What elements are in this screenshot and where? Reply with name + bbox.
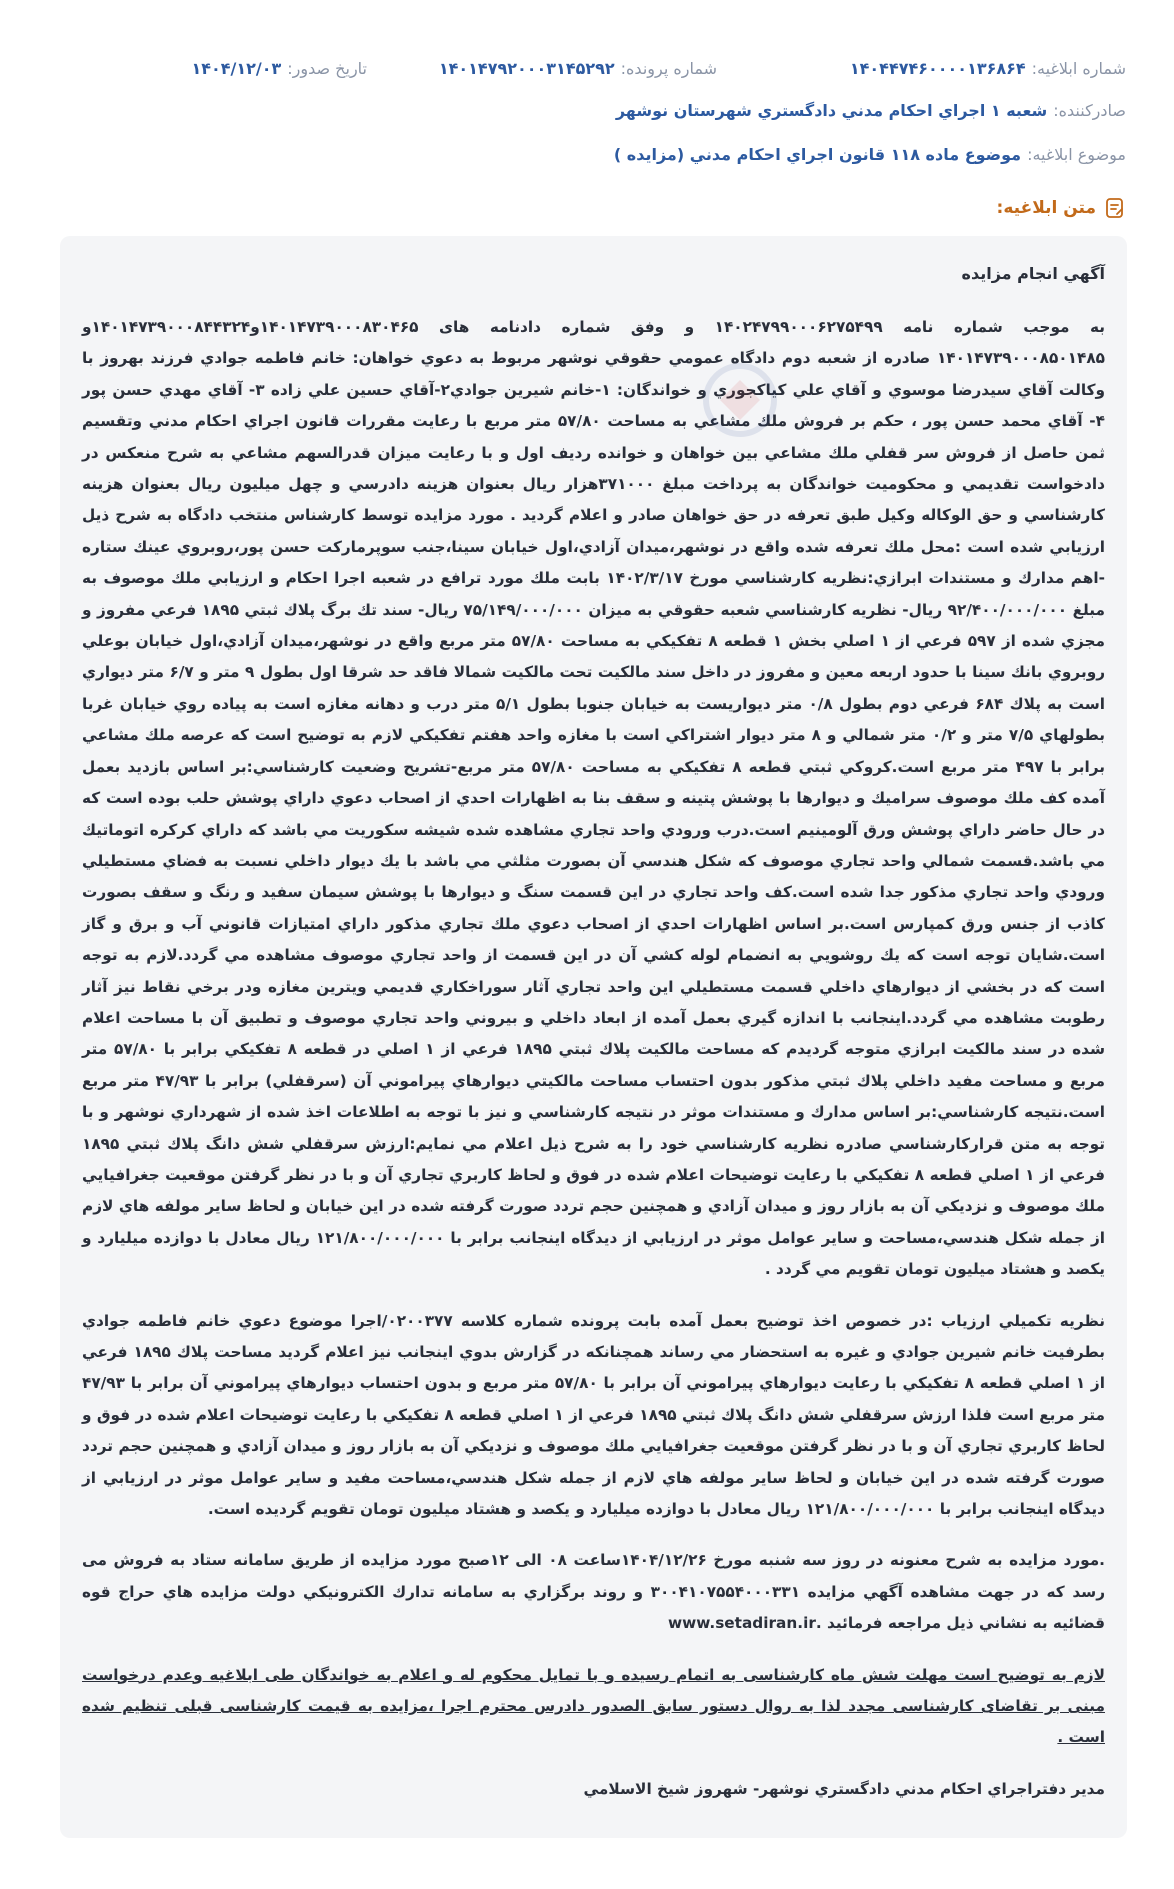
subject: موضوع ماده ۱۱۸ قانون اجراي احكام مدني (مزايده )	[613, 144, 1022, 164]
issuer-row	[48, 94, 1126, 126]
notice-number-label: شماره ابلاغیه:	[1031, 58, 1126, 78]
notice-meta-row	[48, 52, 1126, 84]
subject-label: موضوع ابلاغیه:	[1027, 144, 1126, 164]
issuer-label: صادرکننده:	[1053, 100, 1126, 120]
paragraph-note: لازم به توضیح است مهلت شش ماه کارشناسی به اتمام رسیده و با تمایل محکوم له و اعلام به خواندگان طی ابلاغیه وعدم درخواست مبنی بر تقاضای کارشناسی مجدد لذا به روال دستور سابق الصدور دادرس محترم اجرا ،مزایده به قیمت کارشناسی قبلی تنظیم شده است .	[82, 1665, 1105, 1747]
paragraph-main: به موجب شماره نامه ۱۴۰۲۴۷۹۹۰۰۰۶۲۷۵۴۹۹ و وفق شماره دادنامه های ۱۴۰۱۴۷۳۹۰۰۰۸۳۰۴۶۵و۱۴۰۱۴۷۳۹۰۰۰۸۴۴۳۲۴و ۱۴۰۱۴۷۳۹۰۰۰۸۵۰۱۴۸۵ صادره از شعبه دوم دادگاه عمومي حقوقي نوشهر مربوط به دعوي خواهان: خانم فاطمه جوادي فرزند بهروز با وكالت آقاي سيدرضا موسوي و آقاي علي كياكجوري و خواندگان: ۱-خانم شيرين جوادي۲-آقاي حسين علي زاده ۳- آقاي مهدي حسن پور ۴- آقاي محمد حسن پور ، حكم بر فروش ملك مشاعي به مساحت ۵۷/۸۰ متر مربع با رعايت مقررات قانون اجراي احكام مدني وتقسيم ثمن حاصل از فروش سر قفلي ملك مشاعي بين خواهان و خوانده رديف اول و با رعايت ميزان قدرالسهم مشاعي به شرح منعكس در دادخواست تقديمي و محكوميت خواندگان به پرداخت مبلغ ۳۷۱۰۰۰هزار ريال بعنوان هزينه دادرسي و چهل ميليون ريال بعنوان هزينه كارشناسي و حق الوكاله وكيل طبق تعرفه در حق خواهان صادر و اعلام گرديد . مورد مزايده توسط كارشناس منتخب دادگاه به شرح ذيل ارزيابي شده است :محل ملك تعرفه شده واقع در نوشهر،ميدان آزادي،اول خيابان سينا،جنب سوپرماركت حسن پور،روبروي عينك ستاره -اهم مدارك و مستندات ابرازي:نظريه كارشناسي مورخ ۱۴۰۲/۳/۱۷ بابت ملك مورد ترافع در شعبه اجرا احكام و ارزيابي ملك موصوف به مبلغ ۹۲/۴۰۰/۰۰۰/۰۰۰ ريال- نظريه كارشناسي شعبه حقوقي به ميزان ۷۵/۱۴۹/۰۰۰/۰۰۰ ريال- سند تك برگ پلاك ثبتي ۱۸۹۵ فرعي مفروز و مجزي شده از ۵۹۷ فرعي از ۱ اصلي بخش ۱ قطعه ۸ تفكيكي به مساحت ۵۷/۸۰ متر مربع واقع در نوشهر،ميدان آزادي،اول خيابان بوعلي روبروي بانك سينا با حدود اربعه معين و مفروز در داخل سند مالكيت تحت مالكيت شمالا فاقد حد شرقا اول بطول ۹ متر و ۶/۷ متر ديواري است به پلاك ۶۸۴ فرعي دوم بطول ۰/۸ متر ديواريست به خيابان جنوبا بطول ۵/۱ متر درب و دهانه مغازه است به پياده روي خيابان غربا بطولهاي ۷/۵ متر و ۰/۲ متر شمالي و ۸ متر ديوار اشتراكي است با مغازه واحد هفتم تفكيكي لازم به توضيح است كه عرصه ملك مشاعي برابر با ۴۹۷ متر مربع است.كروكي ثبتي قطعه ۸ تفكيكي به مساحت ۵۷/۸۰ متر مربع-تشريح وضعيت كارشناسي:بر اساس بازديد بعمل آمده كف ملك موصوف سراميك و ديوارها با پوشش پتينه و سقف بنا به اظهارات احدي از اصحاب دعوي داراي پوشش حلب بوده است كه در حال حاضر داراي پوشش ورق آلومينيم است.درب ورودي واحد تجاري مشاهده شده شيشه سكوريت مي باشد كه داراي كركره اتوماتيك مي باشد.قسمت شمالي واحد تجاري موصوف كه شكل هندسي آن بصورت مثلثي مي باشد با يك ديوار داخلي نسبت به فضاي مستطيلي ورودي واحد تجاري مذكور جدا شده است.كف واحد تجاري در اين قسمت سنگ و ديوارها با پوشش سيمان سفيد و رنگ و سقف بصورت كاذب از جنس ورق كمپارس است.بر اساس اظهارات احدي از اصحاب دعوي ملك تجاري مذكور داراي امتيازات قانوني آب و برق و گاز است.شايان توجه است كه يك روشويي به انضمام لوله كشي آن در اين قسمت از واحد تجاري موصوف مشاهده مي گردد.لازم به توجه است كه در بخشي از ديوارهاي داخلي قسمت مستطيلي اين واحد تجاري آثار سوراخكاري قديمي ويترين مغازه ودر برخي نقاط نيز آثار رطوبت مشاهده مي گردد.اينجانب با اندازه گيري بعمل آمده از ابعاد داخلي و بيروني واحد تجاري موصوف و تطبيق آن با مساحت اعلام شده در سند مالكيت ابرازي متوجه گرديدم كه مساحت مالكيت پلاك ثبتي ۱۸۹۵ فرعي از ۱ اصلي در قطعه ۸ تفكيكي برابر با ۵۷/۸۰ متر مربع و مساحت مفيد داخلي پلاك ثبتي مذكور بدون احتساب مساحت مالكيتي ديوارهاي پيراموني آن (سرقفلي) برابر با ۴۷/۹۳ متر مربع است.نتيجه كارشناسي:بر اساس مدارك و مستندات موثر در نتيجه كارشناسي و نيز با توجه به اطلاعات اخذ شده از شهرداري نوشهر و با توجه به متن قراركارشناسي صادره نظريه كارشناسي خود را به شرح ذيل اعلام مي نمايم:ارزش سرقفلي شش دانگ پلاك ثبتي ۱۸۹۵ فرعي از ۱ اصلي قطعه ۸ تفكيكي با رعايت توضيحات اعلام شده در فوق و لحاظ كاربري تجاري آن و با در نظر گرفتن موقعيت جغرافيايي ملك موصوف و نزديكي آن به بازار روز و ميدان آزادي و همچنين حجم تردد صورت گرفته شده در اين خيابان و لحاظ ساير مولفه هاي لازم از جمله شكل هندسي،مساحت و ساير عوامل موثر در ارزيابي از ديدگاه اينجانب برابر با ۱۲۱/۸۰۰/۰۰۰/۰۰۰ ريال معادل با دوازده ميليارد و يكصد و هشتاد ميليون تومان تقويم مي گردد .	[82, 318, 1106, 1279]
issuer: شعبه ۱ اجراي احكام مدني دادگستري شهرستان نوشهر	[615, 100, 1048, 120]
notice-text-title	[997, 197, 1126, 219]
notice-number-group	[850, 59, 1126, 78]
document-text-icon	[1104, 197, 1126, 219]
paragraph-supplementary: نظريه تكميلي ارزياب :در خصوص اخذ توضيح بعمل آمده بابت پرونده شماره كلاسه ۰۲۰۰۳۷۷/اجرا موضوع دعوي خانم فاطمه جوادي بطرفيت خانم شيرين جوادي و غيره به استحضار مي رساند همچنانكه در گزارش بدوي اينجانب نيز اعلام گرديد مساحت پلاك ۱۸۹۵ فرعي از ۱ اصلي قطعه ۸ تفكيكي با رعايت ديوارهاي پيراموني آن برابر با ۵۷/۸۰ متر مربع و بدون احتساب ديوارهاي پيراموني آن برابر با ۴۷/۹۳ متر مربع است فلذا ارزش سرقفلي شش دانگ پلاك ثبتي ۱۸۹۵ فرعي از ۱ اصلي قطعه ۸ تفكيكي با رعايت توضيحات اعلام شده در فوق و لحاظ كاربري تجاري آن و با در نظر گرفتن موقعيت جغرافيايي ملك موصوف و نزديكي آن به بازار روز و ميدان آزادي و همچنين حجم تردد صورت گرفته شده در اين خيابان و لحاظ ساير مولفه هاي لازم از جمله شكل هندسي،مساحت مفيد و ساير عوامل موثر در ارزيابي از ديدگاه اينجانب برابر با ۱۲۱/۸۰۰/۰۰۰/۰۰۰ ريال معادل با دوازده ميليارد و يكصد و هشتاد ميليون تومان تقويم گرديده است.	[82, 1311, 1106, 1519]
paragraph-auction-schedule: .مورد مزايده به شرح معنونه در روز سه شنبه مورخ ۱۴۰۴/۱۲/۲۶ساعت ۰۸ الی ۱۲صبح مورد مزایده از طریق سامانه ستاد به فروش می رسد که در جهت مشاهده آگهي مزايده ۳۰۰۴۱۰۷۵۵۴۰۰۰۳۳۱ و روند برگزاري به سامانه تدارك الكترونيكي دولت مزايده هاي حراج قوه قضائيه به نشاني ذيل مراجعه فرمائيد .www.setadiran.ir	[82, 1551, 1105, 1633]
case-number: ۱۴۰۱۴۷۹۲۰۰۰۳۱۴۵۲۹۲	[438, 58, 615, 78]
issue-date-group	[191, 59, 367, 78]
issue-date: ۱۴۰۴/۱۲/۰۳	[191, 58, 282, 78]
case-number-group	[439, 59, 717, 78]
issue-date-label: تاریخ صدور:	[287, 58, 367, 78]
notice-text-title-label: متن ابلاغیه:	[996, 198, 1096, 218]
case-number-label: شماره پرونده:	[620, 58, 717, 78]
notice-body	[60, 236, 1127, 1838]
signature: مدير دفتراجراي احكام مدني دادگستري نوشهر- شهروز شيخ الاسلامي	[583, 1779, 1105, 1798]
subject-row	[48, 138, 1126, 170]
notice-number: ۱۴۰۴۴۷۴۶۰۰۰۰۱۳۶۸۶۴	[849, 58, 1026, 78]
document-heading: آگهي انجام مزايده	[961, 264, 1105, 283]
